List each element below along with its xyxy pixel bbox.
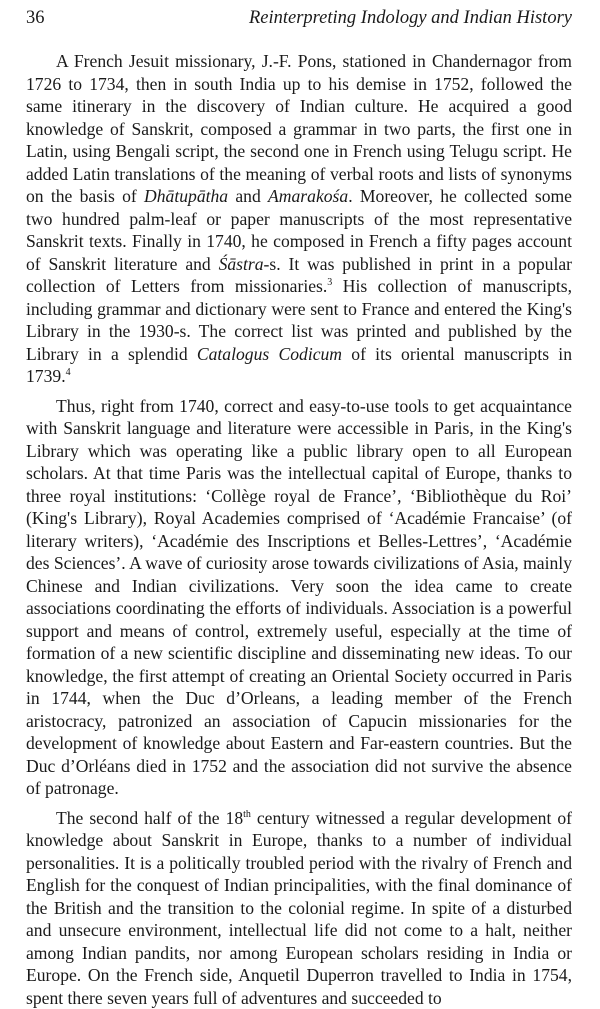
paragraph-1-text-b: and (228, 186, 268, 206)
paragraph-1-text-a: A French Jesuit missionary, J.-F. Pons, stationed in Chandernagor from 1726 to 1734, then in south India up to his demise in 1752, followed the same itinerary in the discovery of Indian culture. He acquired a good knowledge of Sanskrit, composed a grammar in two parts, the first one in Latin, using Bengali script, the second one in French using Telugu script. He added Latin translations of the meaning of verbal roots and lists of synonyms on the basis of (26, 51, 572, 206)
footnote-ref-3: 3 (327, 277, 332, 288)
paragraph-3-text-b: century witnessed a regular development of knowledge about Sanskrit in Europe, thanks to a number of individual personalities. It is a politically troubled period with the rivalry of French and English for the conquest of Indian principalities, with the final dominance of the British and the transition to the colonial regime. In spite of a disturbed and unsecure environment, intellectual life did not come to a halt, neither among Indian pandits, nor among European scholars residing in India or Europe. On the French side, Anquetil Duperron travelled to India in 1754, spent there seven years full of adventures and succeeded to (26, 808, 572, 1008)
paragraph-3 (26, 807, 572, 1009)
running-head (26, 8, 572, 34)
paragraph-1 (26, 50, 572, 388)
running-title: Reinterpreting Indology and Indian History (249, 8, 572, 29)
paragraph-1-text-d: -s. It was published in print in a popular collection of Letters from missionaries. (26, 254, 572, 297)
paragraph-3-text-a: The second half of the 18 (56, 808, 243, 828)
paragraph-2: Thus, right from 1740, correct and easy-to-use tools to get acquaintance with Sanskrit language and literature were accessible in Paris, in the King's Library which was operating like a public library open to all European scholars. At that time Paris was the intellectual capital of Europe, thanks to three royal institutions: ‘Collège royal de France’, ‘Bibliothèque du Roi’ (King's Library), Royal Academies comprised of ‘Académie Francaise’ (of literary writers), ‘Académie des Inscriptions et Belles-Lettres’, ‘Académie des Sciences’. A wave of curiosity arose towards civilizations of Asia, mainly Chinese and Indian civilizations. Very soon the idea came to create associations coordinating the efforts of individuals. Association is a powerful support and means of control, extremely useful, especially at the time of formation of a new scientific discipline and disseminating new ideas. To our knowledge, the first attempt of creating an Oriental Society occurred in Paris in 1744, when the Duc d’Orleans, a leading member of the French aristocracy, patronized an association of Capucin missionaries for the development of knowledge about Eastern and Far-eastern countries. But the Duc d’Orléans died in 1752 and the association did not survive the absence of patronage. (26, 395, 572, 800)
paragraph-1-text-f: of its oriental manuscripts in 1739. (26, 344, 572, 387)
term-amarakosa: Amarakośa (268, 186, 348, 206)
term-catalogus-codicum: Catalogus Codicum (197, 344, 342, 364)
ordinal-suffix: th (243, 809, 251, 820)
page-number: 36 (26, 8, 45, 29)
footnote-ref-4: 4 (66, 367, 71, 378)
term-dhatupatha: Dhātupātha (144, 186, 228, 206)
body-text (26, 50, 572, 1009)
paragraph-1-text-c: . Moreover, he collected some two hundred palm-leaf or paper manuscripts of the most representative Sanskrit texts. Finally in 1740, he composed in French a fifty pages account of Sanskrit literature and (26, 186, 572, 274)
term-sastra: Śāstra (219, 254, 264, 274)
paragraph-1-text-e: His collection of manuscripts, including grammar and dictionary were sent to France and entered the King's Library in the 1930-s. The correct list was printed and published by the Library in a splendid (26, 276, 572, 364)
